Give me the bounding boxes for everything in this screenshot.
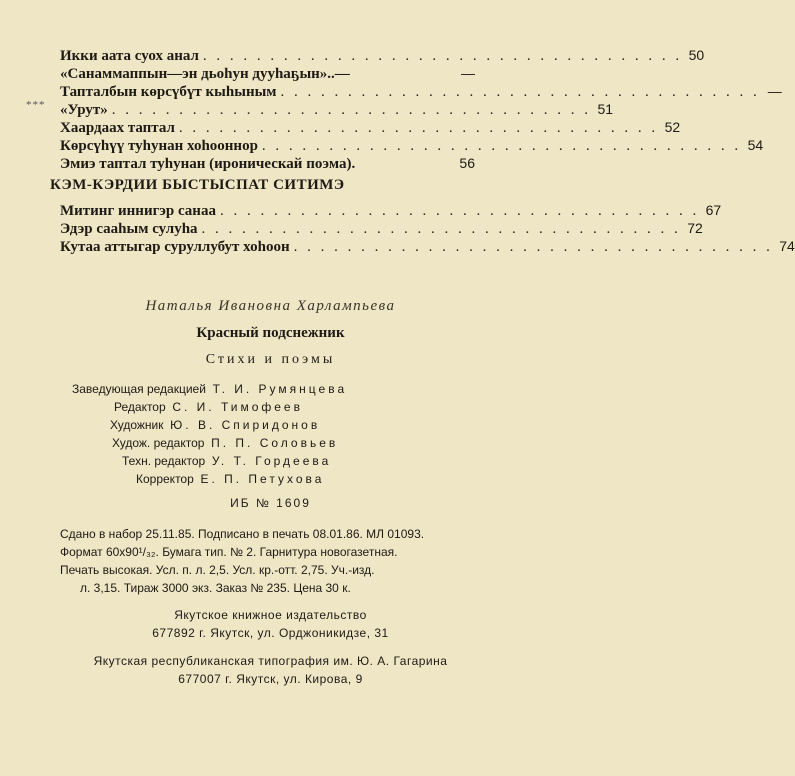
toc-entry-title: Хаардаах таптал (60, 120, 175, 136)
staff-credits (72, 380, 472, 488)
toc-entry-title: Митинг иннигэр санаа (60, 203, 216, 219)
staff-line (72, 416, 472, 434)
toc-leader: . . . . . . . . . . . . . . . . . . . . . . . . . . . . . . . . . . . . (293, 239, 773, 255)
asterism-mark: *** (26, 99, 46, 111)
toc-entry-title: Эмиэ таптал туһунан (ироническай поэма). (60, 156, 356, 172)
toc-entry (60, 154, 475, 172)
imprint-line: Печать высокая. Усл. п. л. 2,5. Усл. кр.-отт. 2,75. Уч.-изд. (60, 563, 375, 577)
book-genre: Стихи и поэмы (205, 352, 336, 367)
toc-entry-title: «Урут» (60, 102, 108, 118)
toc-leader: . . . . . . . . . . . . . . . . . . . . . . . . . . . . . . . . . . . . (178, 120, 659, 136)
toc-entry (60, 82, 782, 100)
staff-line (72, 380, 472, 398)
printer-address: 677007 г. Якутск, ул. Кирова, 9 (178, 672, 363, 686)
toc-entry-page: — (767, 83, 782, 99)
toc-entry-title: Тапталбын көрсүбүт кыһыным (60, 84, 277, 100)
staff-line (72, 470, 472, 488)
toc-entry (60, 46, 705, 64)
publisher-address: 677892 г. Якутск, ул. Орджоникидзе, 31 (152, 626, 389, 640)
toc-leader: . . . . . . . . . . . . . . . . . . . . . . . . . . . . . . . . . . . . (111, 102, 592, 118)
toc-entry (60, 64, 475, 82)
imprint-line: л. 3,15. Тираж 3000 экз. Заказ № 235. Цена 30 к. (80, 581, 351, 595)
toc-entry-title: Көрсүһүү туһунан хоһооннор (60, 138, 258, 154)
toc-top (60, 46, 782, 172)
staff-role: Корректор (136, 472, 194, 486)
staff-name: Е. П. Петухова (200, 472, 325, 486)
toc-entry-title: Кутаа аттыгар суруллубут хоһоон (60, 239, 290, 255)
printer-name: Якутская республиканская типография им. Ю. А. Гагарина (93, 654, 448, 668)
toc-bottom (60, 201, 795, 255)
staff-name: У. Т. Гордеева (211, 454, 332, 468)
toc-leader: . . . . . . . . . . . . . . . . . . . . . . . . . . . . . . . . . . . . (261, 138, 742, 154)
section-title: КЭМ-КЭРДИИ БЫСТЫСПАТ СИТИМЭ (50, 177, 345, 193)
staff-role: Техн. редактор (122, 454, 206, 468)
toc-entry-page: 54 (747, 137, 764, 153)
toc-entry-title: Икки аата суох анал (60, 48, 199, 64)
toc-leader: . . . . . . . . . . . . . . . . . . . . . . . . . . . . . . . . . . . . (219, 203, 700, 219)
toc-entry-title: «Санаммаппын—эн дьоһун дууһаҕын»..— (60, 66, 350, 82)
ib-number: ИБ № 1609 (230, 496, 311, 510)
staff-name: С. И. Тимофеев (172, 400, 303, 414)
publisher-block (0, 606, 541, 642)
toc-entry-page: 74 (779, 238, 795, 254)
toc-entry (60, 219, 703, 237)
staff-role: Худож. редактор (112, 436, 205, 450)
staff-line (72, 398, 472, 416)
author-name: Наталья Ивановна Харлампьева (145, 298, 396, 314)
toc-entry-page: 67 (705, 202, 722, 218)
toc-entry-title: Эдэр сааһым сулуһа (60, 221, 198, 237)
toc-entry (60, 201, 722, 219)
toc-leader: . . . . . . . . . . . . . . . . . . . . . . . . . . . . . . . . . . . . (280, 84, 760, 100)
toc-entry-page: 51 (597, 101, 614, 117)
toc-entry-page: 50 (688, 47, 705, 63)
toc-entry-page: 52 (664, 119, 681, 135)
staff-name: П. П. Соловьев (211, 436, 339, 450)
toc-leader: . . . . . . . . . . . . . . . . . . . . . . . . . . . . . . . . . . . . (201, 221, 681, 237)
staff-role: Заведующая редакцией (72, 382, 206, 396)
toc-entry (60, 136, 764, 154)
staff-role: Художник (110, 418, 164, 432)
toc-entry-page: 72 (687, 220, 703, 236)
publisher-name: Якутское книжное издательство (174, 608, 367, 622)
book-title: Красный подснежник (196, 325, 345, 341)
toc-entry (60, 237, 795, 255)
imprint-line: Сдано в набор 25.11.85. Подписано в печать 08.01.86. МЛ 01093. (60, 527, 425, 541)
toc-leader: . . . . . . . . . . . . . . . . . . . . . . . . . . . . . . . . . . . . (202, 48, 683, 64)
staff-name: Ю. В. Спиридонов (170, 418, 321, 432)
toc-entry (60, 118, 681, 136)
imprint-line: Формат 60х90¹/₃₂. Бумага тип. № 2. Гарнитура новогазетная. (60, 545, 398, 559)
staff-line (72, 434, 472, 452)
staff-role: Редактор (114, 400, 166, 414)
printer-block (0, 652, 541, 688)
toc-entry (60, 100, 614, 118)
toc-entry-page: — (461, 65, 475, 81)
print-imprint (60, 525, 500, 597)
staff-line (72, 452, 472, 470)
staff-name: Т. И. Румянцева (212, 382, 348, 396)
toc-entry-page: 56 (459, 155, 475, 171)
